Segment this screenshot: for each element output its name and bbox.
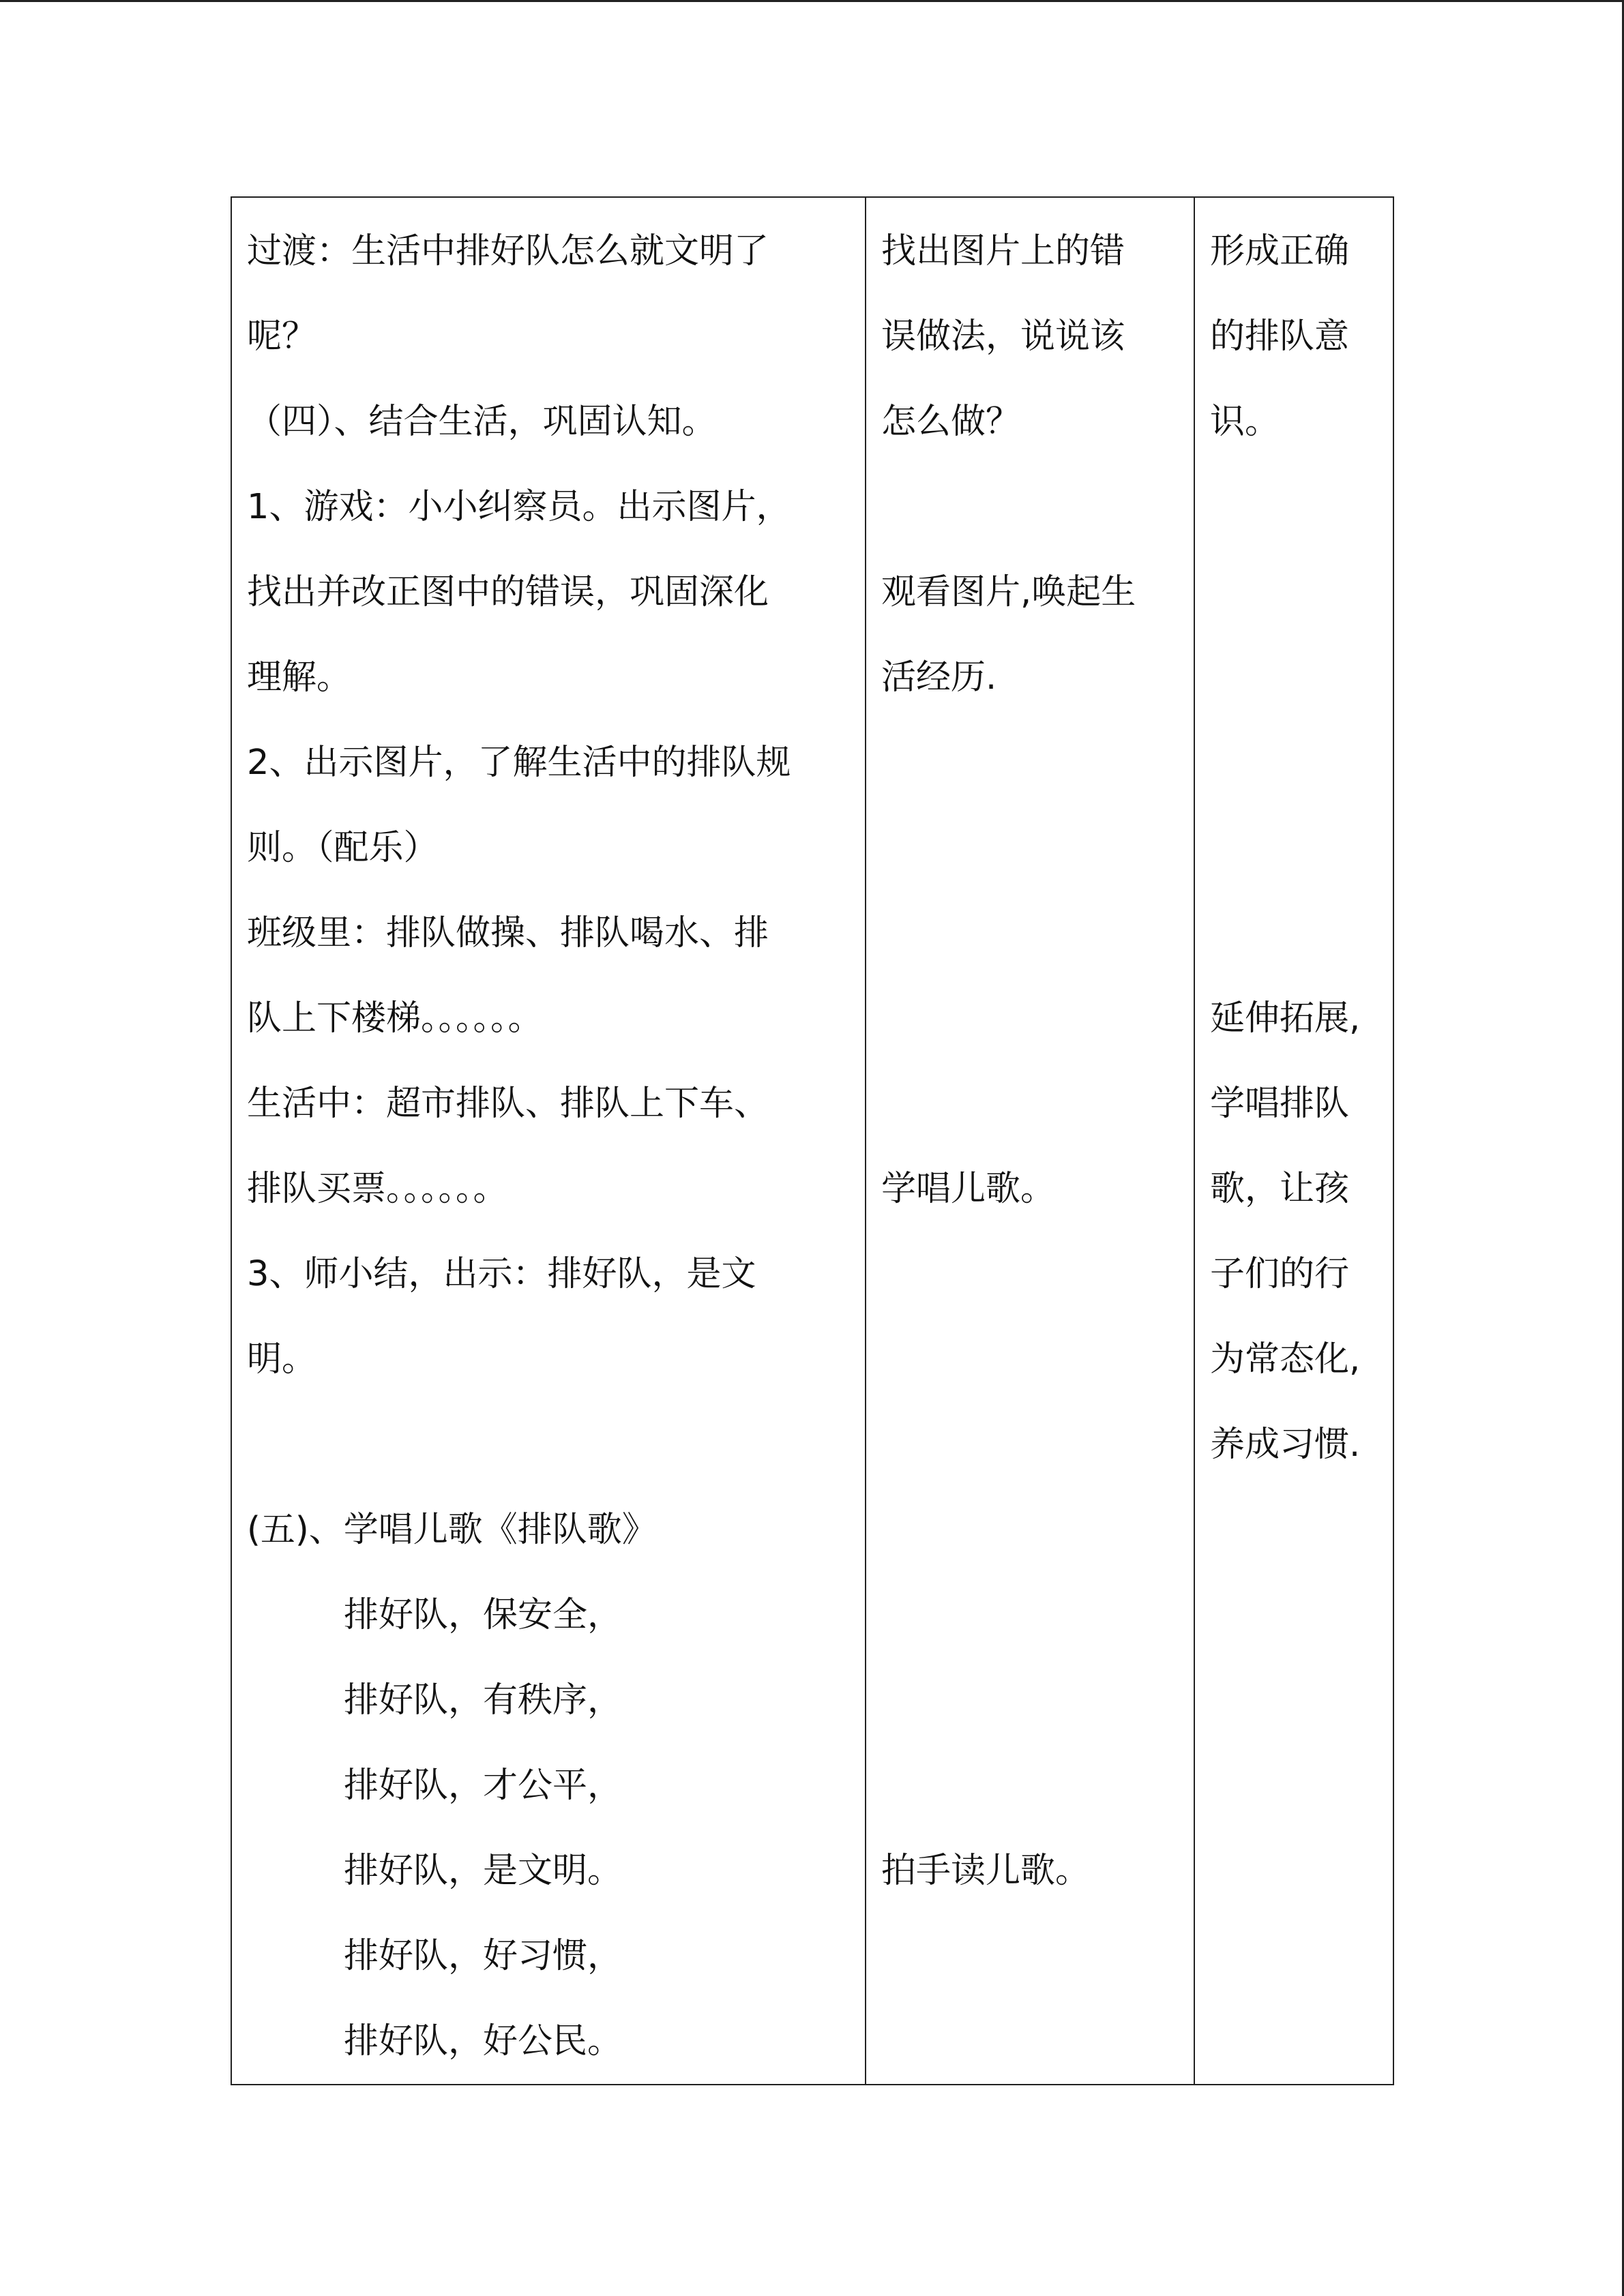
blank-space — [881, 720, 1179, 1146]
blank-space — [1210, 464, 1378, 976]
text-line: 1、游戏：小小纠察员。出示图片， — [247, 487, 791, 527]
text-line: 则。（配乐） — [247, 828, 439, 868]
text-line: 子们的行 — [1210, 1254, 1350, 1294]
text-line: 的排队意 — [1210, 316, 1350, 357]
section-heading: （四）、结合生活，巩固认知。 — [247, 402, 717, 442]
text-line: 形成正确 — [1210, 231, 1350, 271]
teacher-activity-cell — [231, 197, 866, 2085]
blank-space — [881, 1232, 1179, 1828]
design-intent-cell — [1194, 197, 1393, 2085]
text-line: 明。 — [247, 1339, 317, 1380]
page-top-border — [0, 0, 1624, 2]
text-line: 观看图片,唤起生 — [881, 572, 1136, 612]
text-line: 2、出示图片，了解生活中的排队规 — [247, 743, 791, 783]
text-line: 班级里：排队做操、排队喝水、排 — [247, 913, 769, 953]
song-line: 排好队，好公民。 — [344, 2021, 623, 2061]
section-heading: (五)、学唱儿歌《排队歌》 — [247, 1510, 657, 1550]
text-line: 排队买票。。。。。。 — [247, 1169, 508, 1209]
text-line: 找出图片上的错 — [881, 231, 1125, 271]
text-line: 学唱排队 — [1210, 1084, 1350, 1124]
text-line: 识。 — [1210, 402, 1280, 442]
text-line: 歌，让孩 — [1210, 1169, 1350, 1209]
text-line: 找出并改正图中的错误，巩固深化 — [247, 572, 769, 612]
text-line: 过渡：生活中排好队怎么就文明了 — [247, 231, 769, 271]
text-line: 队上下楼梯。。。。。。 — [247, 998, 543, 1039]
blank-line — [881, 464, 1179, 550]
song-line: 排好队，有秩序， — [344, 1680, 623, 1720]
student-activity-cell — [866, 197, 1194, 2085]
text-line: 3、师小结，出示：排好队，是文 — [247, 1254, 756, 1294]
text-line: 怎么做？ — [881, 402, 1021, 442]
text-line: 拍手读儿歌。 — [881, 1851, 1091, 1891]
song-line: 排好队，好习惯， — [344, 1936, 623, 1976]
text-line: 活经历. — [881, 657, 997, 698]
lesson-plan-table — [231, 196, 1394, 2085]
text-line: 生活中：超市排队、排队上下车、 — [247, 1084, 769, 1124]
text-line: 误做法，说说该 — [881, 316, 1125, 357]
song-line: 排好队，才公平， — [344, 1765, 623, 1806]
song-line: 排好队，保安全， — [344, 1595, 623, 1635]
blank-line — [247, 1402, 850, 1487]
text-line: 为常态化, — [1210, 1339, 1361, 1380]
text-line: 延伸拓展, — [1210, 998, 1361, 1039]
table-row — [231, 197, 1393, 2085]
text-line: 学唱儿歌。 — [881, 1169, 1056, 1209]
text-line: 理解。 — [247, 657, 352, 698]
song-line: 排好队，是文明。 — [344, 1851, 623, 1891]
text-line: 呢？ — [247, 316, 317, 357]
text-line: 养成习惯. — [1210, 1425, 1361, 1465]
